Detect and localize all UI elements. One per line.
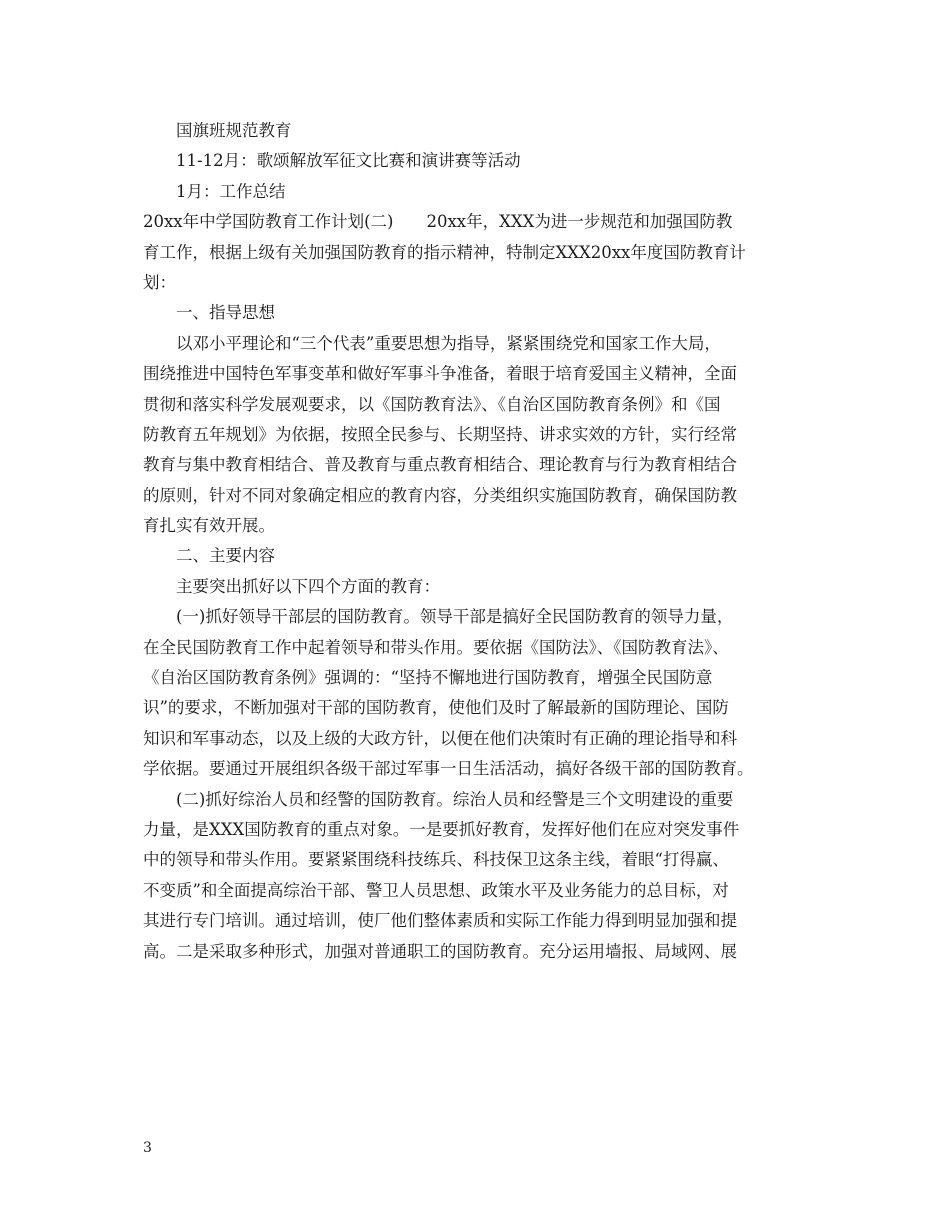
text-line: 1月：工作总结 <box>176 181 286 201</box>
text-line: 教育与集中教育相结合、普及教育与重点教育相结合、理论教育与行为教育相结合 <box>143 455 737 475</box>
text-line: 识”的要求，不断加强对干部的国防教育，使他们及时了解最新的国防理论、国防 <box>143 698 729 718</box>
text-line: 以邓小平理论和“三个代表”重要思想为指导，紧紧围绕党和国家工作大局， <box>176 333 721 353</box>
text-line: 《自治区国防教育条例》强调的：“坚持不懈地进行国防教育，增强全民国防意 <box>143 668 713 688</box>
text-line: 主要突出抓好以下四个方面的教育： <box>176 576 440 596</box>
section-heading: 一、指导思想 <box>176 303 275 323</box>
text-line: 知识和军事动态，以及上级的大政方针，以便在他们决策时有正确的理论指导和科 <box>143 728 737 748</box>
text-line: 育扎实有效开展。 <box>143 516 275 536</box>
section-heading: 二、主要内容 <box>176 546 275 566</box>
text-line: 贯彻和落实科学发展观要求，以《国防教育法》、《自治区国防教育条例》和《国 <box>143 394 721 414</box>
text-line: 防教育五年规划》为依据，按照全民参与、长期坚持、讲求实效的方针，实行经常 <box>143 424 737 444</box>
text-line: 在全民国防教育工作中起着领导和带头作用。要依据《国防法》、《国防教育法》、 <box>143 637 729 657</box>
text-line: 中的领导和带头作用。要紧紧围绕科技练兵、科技保卫这条主线，着眼“打得赢、 <box>143 850 729 870</box>
text-line: 高。二是采取多种形式，加强对普通职工的国防教育。充分运用墙报、局域网、展 <box>143 941 737 961</box>
text-line: 的原则，针对不同对象确定相应的教育内容，分类组织实施国防教育，确保国防教 <box>143 485 737 505</box>
text-line: 育工作，根据上级有关加强国防教育的指示精神，特制定XXX20xx年度国防教育计 <box>143 242 746 262</box>
text-line: 其进行专门培训。通过培训，使厂他们整体素质和实际工作能力得到明显加强和提 <box>143 911 737 931</box>
text-line: 不变质”和全面提高综治干部、警卫人员思想、政策水平及业务能力的总目标，对 <box>143 880 729 900</box>
text-line: 划： <box>143 272 176 292</box>
text-line: 国旗班规范教育 <box>176 121 292 140</box>
text-line: (二)抓好综治人员和经警的国防教育。综治人员和经警是三个文明建设的重要 <box>176 789 734 809</box>
text-line: 11-12月：歌颂解放军征文比赛和演讲赛等活动 <box>176 151 521 171</box>
text-line: 学依据。要通过开展组织各级干部过军事一日生活活动，搞好各级干部的国防教育。 <box>143 759 754 779</box>
text-line: 20xx年中学国防教育工作计划(二) 20xx年，XXX为进一步规范和加强国防教 <box>143 212 733 232</box>
text-line: (一)抓好领导干部层的国防教育。领导干部是搞好全民国防教育的领导力量， <box>176 607 734 627</box>
text-line: 围绕推进中国特色军事变革和做好军事斗争准备，着眼于培育爱国主义精神，全面 <box>143 364 737 384</box>
text-line: 力量，是XXX国防教育的重点对象。一是要抓好教育，发挥好他们在应对突发事件 <box>143 819 740 839</box>
page-number: 3 <box>143 1140 152 1156</box>
document-body <box>143 116 815 967</box>
